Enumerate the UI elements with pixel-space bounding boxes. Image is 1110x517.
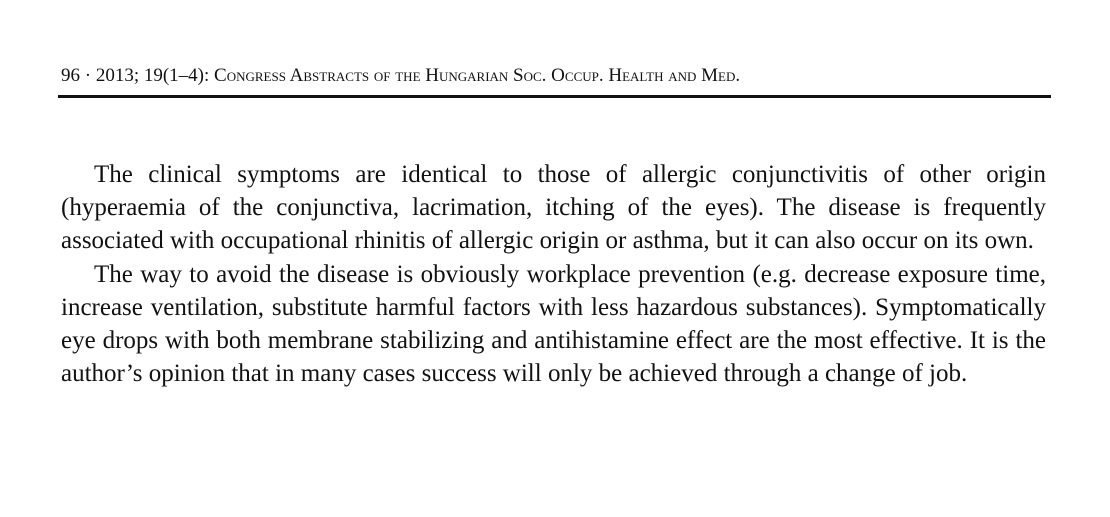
journal-citation: 2013; 19(1–4): [95, 65, 215, 86]
body-paragraph-2: The way to avoid the disease is obviously workplace prevention (e.g. decrease exposure time, increase ventilation, substitute harmful factors with less hazardous substances). Symptomatically eye drops with both membrane stabilizing and antihistamine effect are the most effective. It is the author’s opinion that in many cases success will only be achieved through a change of job. [61, 260, 1046, 388]
running-header [61, 64, 1051, 88]
page-number: 96 [61, 65, 80, 86]
header-separator: · [80, 65, 96, 86]
article-body [61, 158, 1046, 390]
body-paragraph-1: The clinical symptoms are identical to those of allergic conjunctivitis of other origin (hyperaemia of the conjunctiva, lacrimation, itching of the eyes). The disease is frequently associated with occupational rhinitis of allergic origin or asthma, but it can also occur on its own. [61, 161, 1046, 255]
section-title: Congress Abstracts of the Hungarian Soc. Occup. Health and Med. [214, 65, 741, 86]
header-rule [58, 95, 1051, 98]
